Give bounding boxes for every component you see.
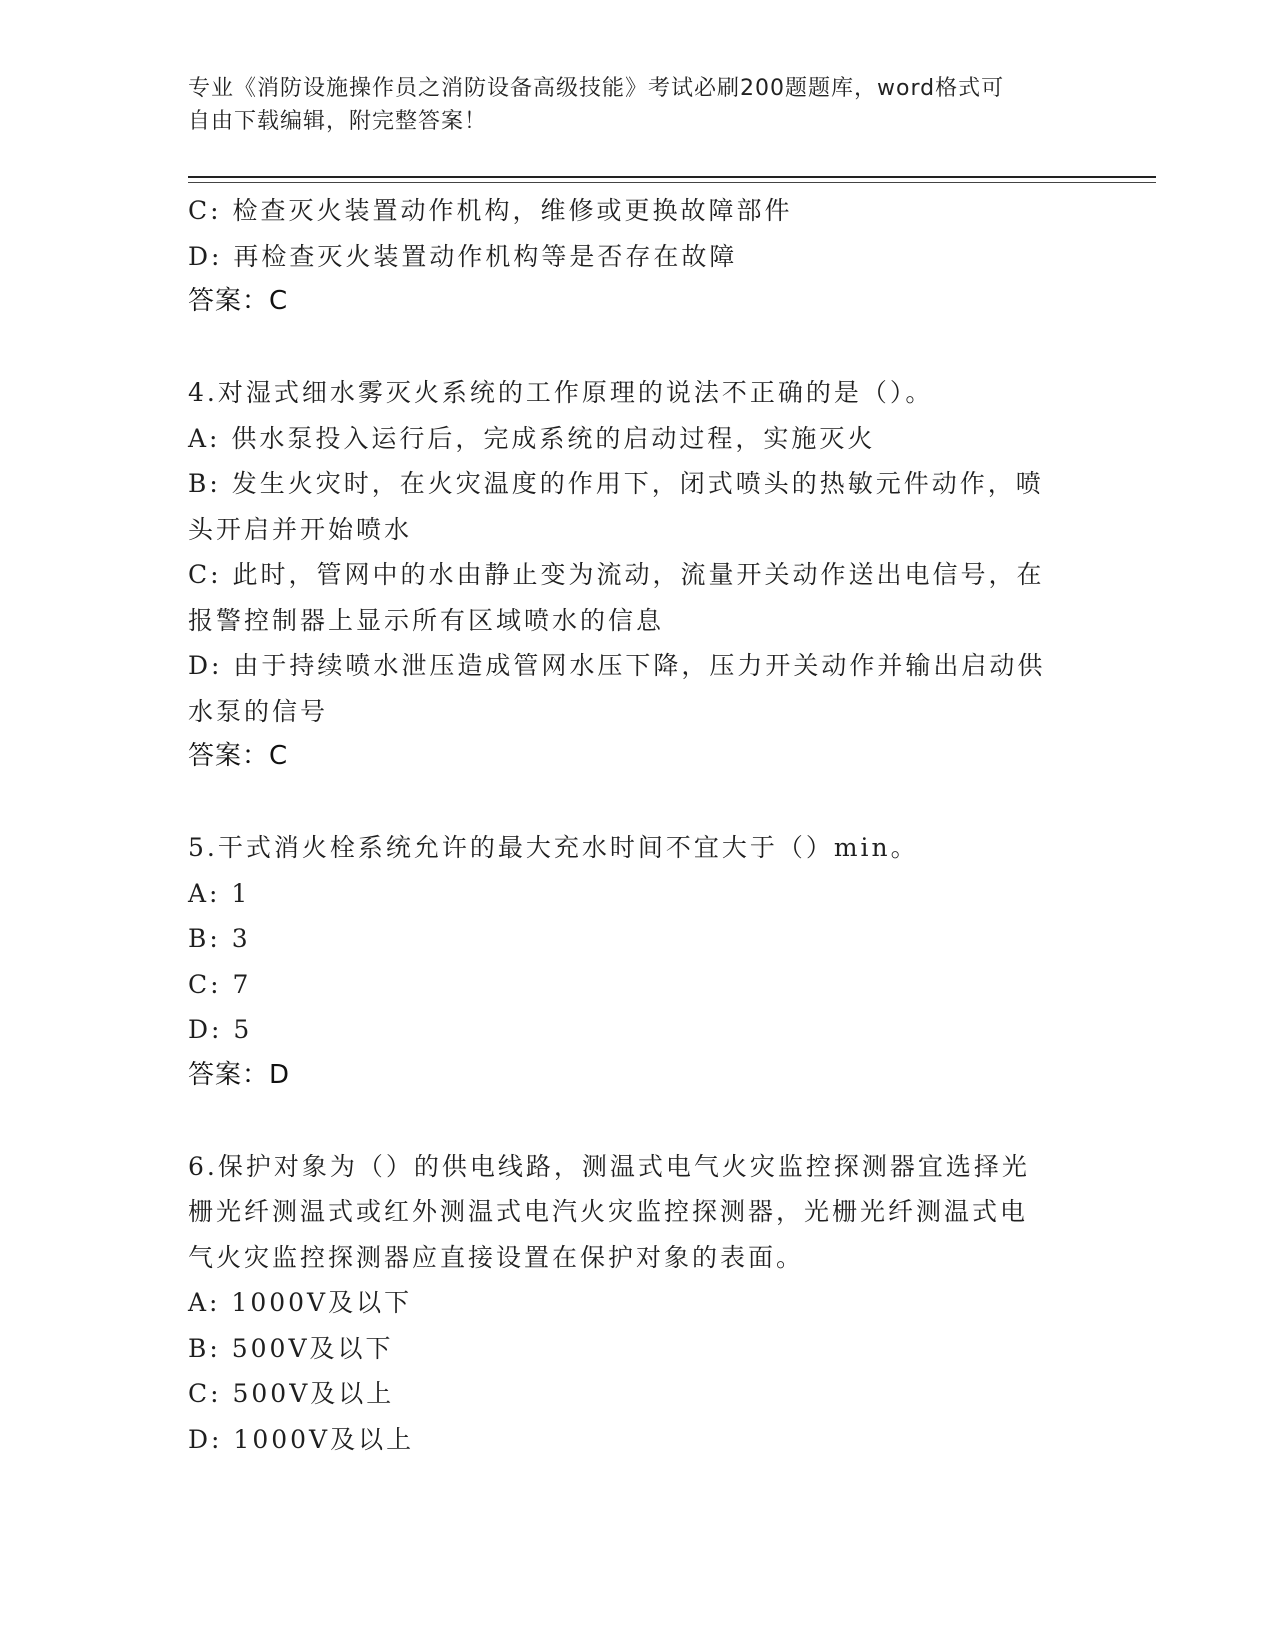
q4-option-b-line-2: 头开启并开始喷水 [188, 514, 413, 544]
question-3-tail [188, 188, 1088, 325]
question-4 [188, 370, 1088, 780]
question-6 [188, 1144, 1088, 1463]
q4-option-b-line-1: B: 发生火灾时，在火灾温度的作用下，闭式喷头的热敏元件动作，喷 [188, 469, 1044, 498]
q3-option-c: C: 检查灭火装置动作机构，维修或更换故障部件 [188, 196, 793, 225]
q5-stem: 5.干式消火栓系统允许的最大充水时间不宜大于（）min。 [188, 833, 919, 862]
q3-option-d: D: 再检查灭火装置动作机构等是否存在故障 [188, 241, 738, 271]
header-title-line-2: 自由下载编辑，附完整答案！ [188, 109, 488, 134]
question-content [188, 188, 1088, 1462]
q6-stem-line-2: 栅光纤测温式或红外测温式电汽火灾监控探测器，光栅光纤测温式电 [188, 1197, 1029, 1226]
q4-answer: 答案：C [188, 741, 289, 771]
q4-stem: 4.对湿式细水雾灭火系统的工作原理的说法不正确的是（）。 [188, 378, 934, 407]
q5-option-c: C: 7 [188, 969, 252, 999]
header-divider-thick [188, 176, 1156, 178]
q6-option-b: B: 500V及以下 [188, 1333, 394, 1363]
q4-option-c-line-2: 报警控制器上显示所有区域喷水的信息 [188, 605, 665, 635]
question-5 [188, 825, 1088, 1098]
header-title-line-1: 专业《消防设施操作员之消防设备高级技能》考试必刷200题题库，word格式可 [188, 76, 1005, 101]
q6-stem-line-1: 6.保护对象为（）的供电线路，测温式电气火灾监控探测器宜选择光 [188, 1151, 1030, 1181]
q4-option-a: A: 供水泵投入运行后，完成系统的启动过程，实施灭火 [188, 423, 876, 453]
header-divider-thin [188, 182, 1156, 183]
q6-stem-line-3: 气火灾监控探测器应直接设置在保护对象的表面。 [188, 1242, 805, 1272]
q4-option-c-line-1: C: 此时，管网中的水由静止变为流动，流量开关动作送出电信号，在 [188, 560, 1045, 589]
q5-option-a: A: 1 [188, 878, 251, 908]
document-header [188, 72, 1078, 138]
q4-option-d-line-2: 水泵的信号 [188, 696, 329, 726]
q4-option-d-line-1: D: 由于持续喷水泄压造成管网水压下降，压力开关动作并输出启动供 [188, 651, 1046, 680]
q3-answer: 答案：C [188, 286, 289, 316]
q6-option-a: A: 1000V及以下 [188, 1288, 413, 1317]
q6-option-c: C: 500V及以上 [188, 1379, 395, 1408]
q6-option-d: D: 1000V及以上 [188, 1424, 415, 1454]
q5-option-d: D: 5 [188, 1015, 253, 1044]
q5-option-b: B: 3 [188, 924, 251, 953]
q5-answer: 答案：D [188, 1059, 291, 1090]
